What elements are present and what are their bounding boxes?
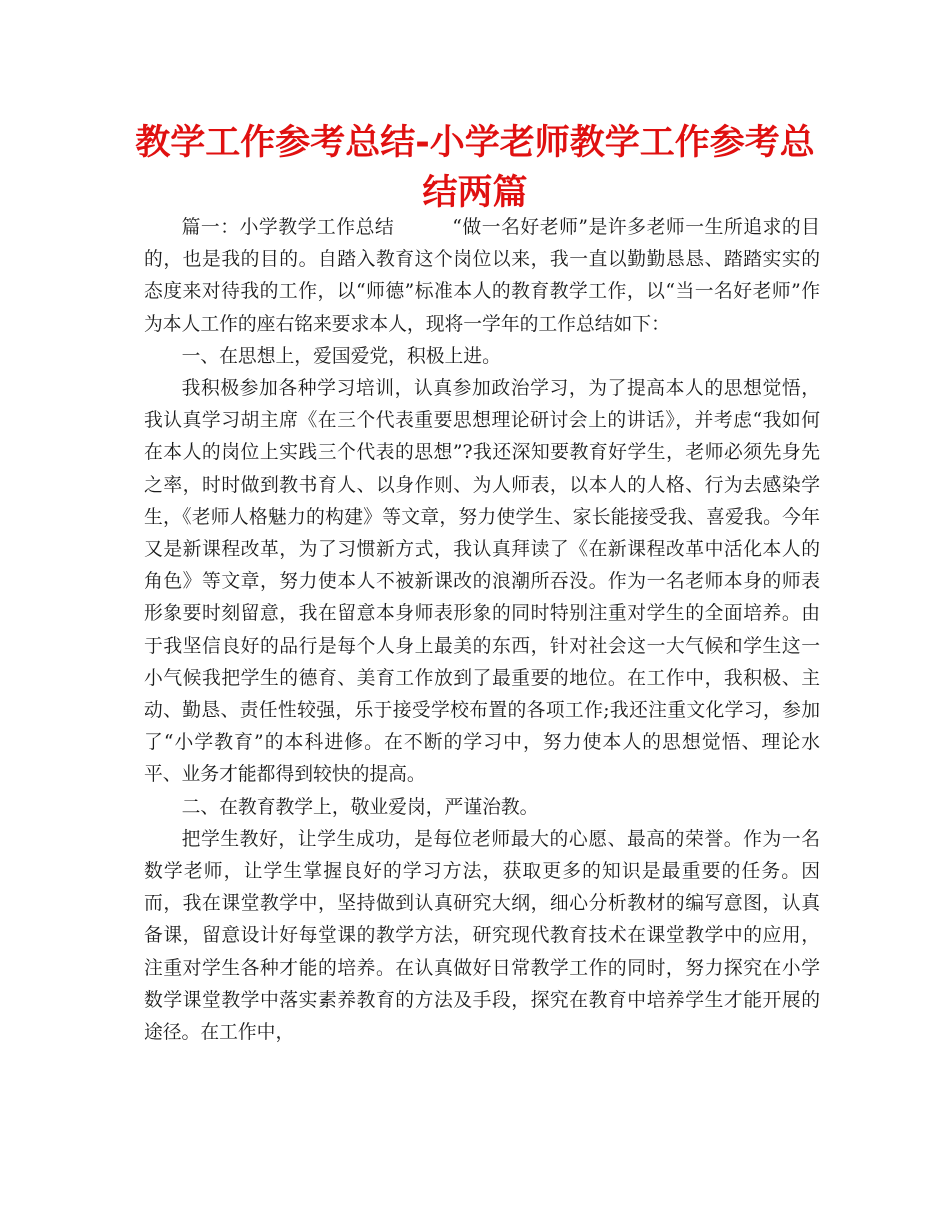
section-heading-1: 一、在思想上，爱国爱党，积极上进。 bbox=[181, 345, 501, 367]
intro-label: 篇一：小学教学工作总结 bbox=[181, 217, 395, 238]
paragraph-intro bbox=[144, 212, 820, 341]
paragraph-1: 我积极参加各种学习培训，认真参加政治学习，为了提高本人的思想觉悟，我认真学习胡主席《在三个代表重要思想理论研讨会上的讲话》，并考虑“我如何在本人的岗位上实践三个代表的思想”?我还深知要教育好学生，老师必须先身先之率，时时做到教书育人、以身作则、为人师表，以本人的人格、行为去感染学生，《老师人格魅力的构建》等文章，努力使学生、家长能接受我、喜爱我。今年又是新课程改革，为了习惯新方式，我认真拜读了《在新课程改革中活化本人的角色》等文章，努力使本人不被新课改的浪潮所吞没。作为一名老师本身的师表形象要时刻留意，我在留意本身师表形象的同时特别注重对学生的全面培养。由于我坚信良好的品行是每个人身上最美的东西，针对社会这一大气候和学生这一小气候我把学生的德育、美育工作放到了最重要的地位。在工作中，我积极、主动、勤恳、责任性较强，乐于接受学校布置的各项工作;我还注重文化学习，参加了“小学教育”的本科进修。在不断的学习中，努力使本人的思想觉悟、理论水平、业务才能都得到较快的提高。 bbox=[144, 378, 820, 786]
paragraph-2: 把学生教好，让学生成功，是每位老师最大的心愿、最高的荣誉。作为一名数学老师，让学生掌握良好的学习方法，获取更多的知识是最重要的任务。因而，我在课堂教学中，坚持做到认真研究大纲，细心分析教材的编写意图，认真备课，留意设计好每堂课的教学方法，研究现代教育技术在课堂教学中的应用，注重对学生各种才能的培养。在认真做好日常教学工作的同时，努力探究在小学数学课堂教学中落实素养教育的方法及手段，探究在教育中培养学生才能开展的途径。在工作中， bbox=[144, 828, 820, 1044]
paragraph-text: “做一名好老师”是许多老师一生所追求的目的，也是我的目的。自踏入教育这个岗位以来，我一直以勤勤恳恳、踏踏实实的态度来对待我的工作，以“师德”标准本人的教育教学工作，以“当一名好老师”作为本人工作的座右铭来要求本人，现将一学年的工作总结如下： bbox=[144, 217, 821, 335]
document-body bbox=[144, 212, 820, 1049]
section-heading-2: 二、在教育教学上，敬业爱岗，严谨治教。 bbox=[181, 796, 539, 818]
document-title: 教学工作参考总结-小学老师教学工作参考总结两篇 bbox=[135, 123, 815, 213]
